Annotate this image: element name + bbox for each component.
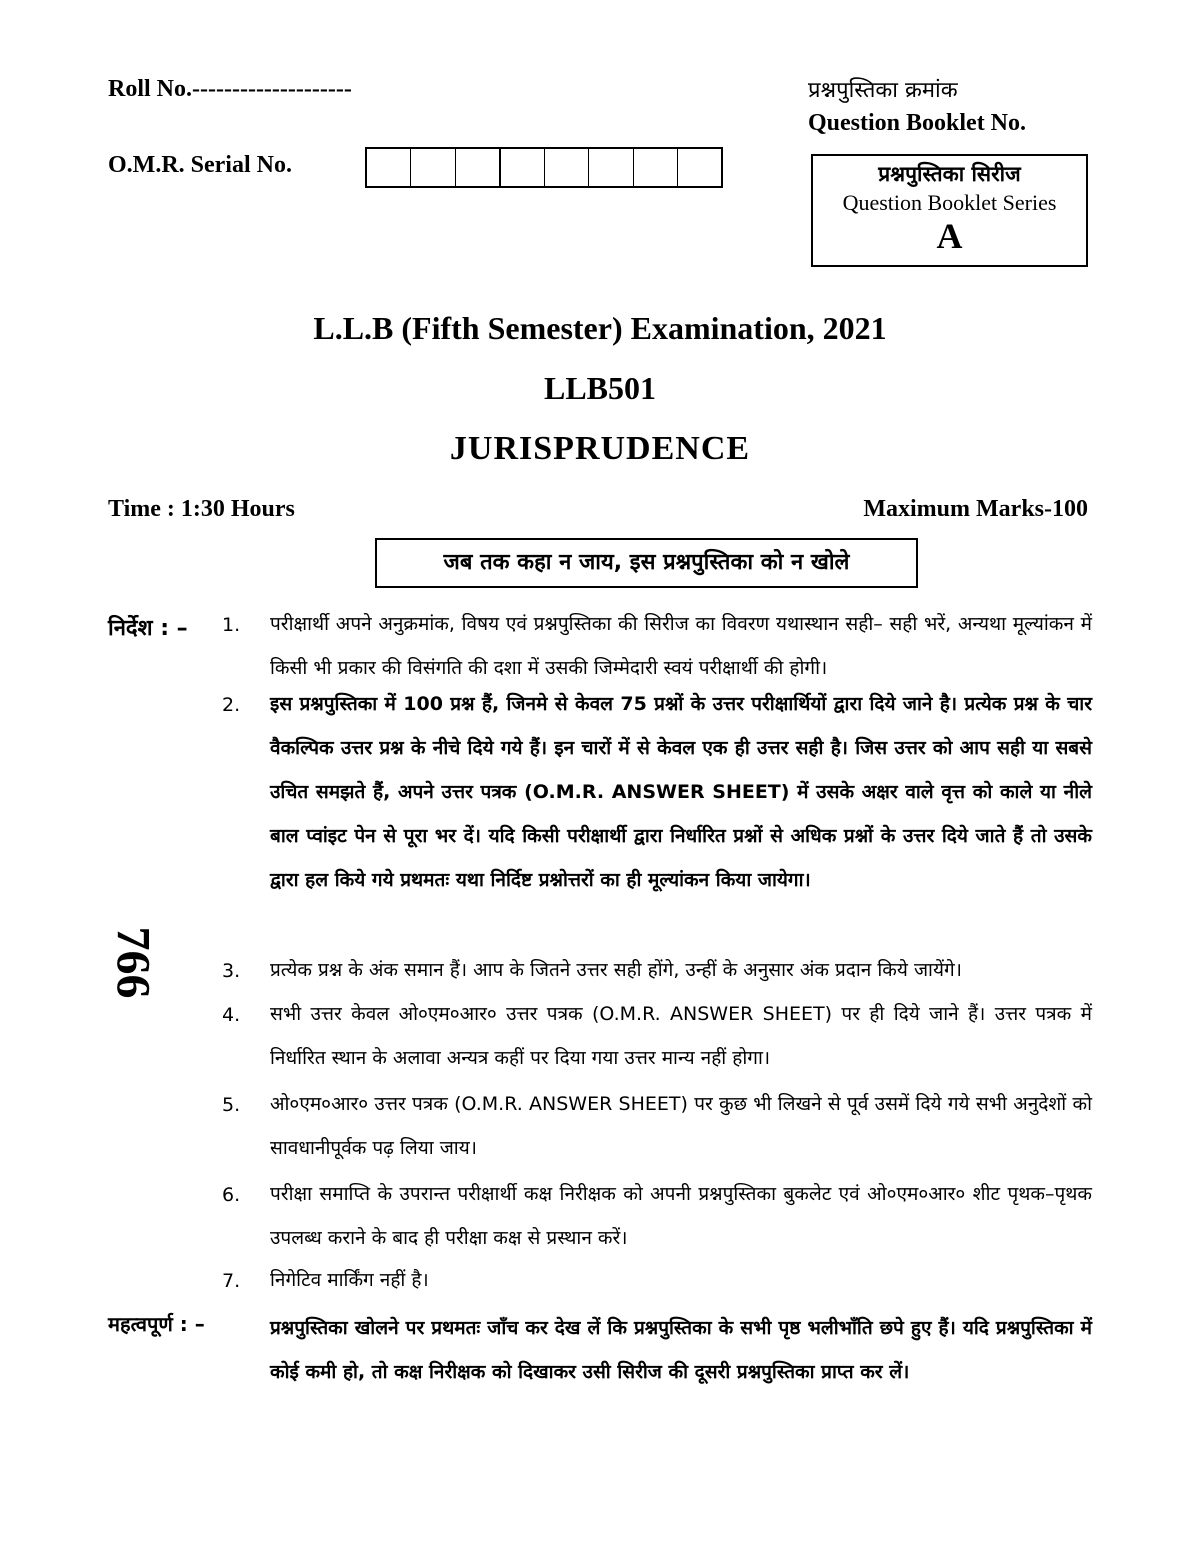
omr-serial-boxes	[365, 147, 723, 188]
omr-serial-box	[367, 149, 411, 186]
series-label: Question Booklet Series	[842, 190, 1057, 215]
paper-code: LLB501	[543, 370, 657, 406]
booklet-number-label: Question Booklet No.	[808, 110, 1027, 136]
series-hindi-label: प्रश्नपुस्तिका सिरीज	[878, 162, 1021, 186]
roll-number-field: Roll No.--------------------	[108, 76, 352, 102]
instruction-text: इस प्रश्नपुस्तिका में 100 प्रश्न हैं, जिनमे से केवल 75 प्रश्नों के उत्तर परीक्षार्थियों द्वारा दिये जाने है। प्रत्येक प्रश्न के चार वैकल्पिक उत्तर प्रश्न के नीचे दिये गये हैं। इन चारों में से केवल एक ही उत्तर सही है। जिस उत्तर को आप सही या सबसे उचित समझते हैं, अपने उत्तर पत्रक (O.M.R. ANSWER SHEET) में उसके अक्षर वाले वृत्त को काले या नीले बाल प्वांइट पेन से पूरा भर दें। यदि किसी परीक्षार्थी द्वारा निर्धारित प्रश्नों से अधिक प्रश्नों के उत्तर दिये जाते हैं तो उसके द्वारा हल किये गये प्रथमतः यथा निर्दिष्ट प्रश्नोत्तरों का ही मूल्यांकन किया जायेगा।	[270, 693, 1092, 891]
omr-serial-box	[456, 149, 501, 186]
omr-serial-label: O.M.R. Serial No.	[108, 152, 292, 178]
instruction-number: 4.	[222, 1004, 241, 1026]
omr-serial-box	[678, 149, 721, 186]
max-marks: Maximum Marks-100	[863, 496, 1088, 522]
important-text: प्रश्नपुस्तिका खोलने पर प्रथमतः जाँच कर देख लें कि प्रश्नपुस्तिका के सभी पृष्ठ भलीभाँति छपे हुए हैं। यदि प्रश्नपुस्तिका में कोई कमी हो, तो कक्ष निरीक्षक को दिखाकर उसी सिरीज की दूसरी प्रश्नपुस्तिका प्राप्त कर लें।	[270, 1317, 1092, 1383]
exam-time: Time : 1:30 Hours	[108, 496, 295, 522]
omr-serial-box	[634, 149, 678, 186]
instruction-number: 6.	[222, 1184, 241, 1206]
instruction-text: प्रत्येक प्रश्न के अंक समान हैं। आप के जितने उत्तर सही होंगे, उन्हीं के अनुसार अंक प्रदान किये जायेंगे।	[270, 959, 962, 981]
important-label: महत्वपूर्ण : –	[108, 1312, 205, 1336]
series-letter: A	[936, 216, 963, 256]
side-code-number: 766	[106, 926, 160, 999]
booklet-series-box	[811, 154, 1088, 267]
instruction-text: परीक्षार्थी अपने अनुक्रमांक, विषय एवं प्रश्नपुस्तिका की सिरीज का विवरण यथास्थान सही– सही भरें, अन्यथा मूल्यांकन में किसी भी प्रकार की विसंगति की दशा में उसकी जिम्मेदारी स्वयं परीक्षार्थी की होगी।	[270, 613, 1092, 679]
instruction-text: परीक्षा समाप्ति के उपरान्त परीक्षार्थी कक्ष निरीक्षक को अपनी प्रश्नपुस्तिका बुकलेट एवं ओ०एम०आर० शीट पृथक–पृथक उपलब्ध कराने के बाद ही परीक्षा कक्ष से प्रस्थान करें।	[270, 1183, 1092, 1249]
instructions-label: निर्देश : –	[108, 616, 188, 641]
instruction-number: 2.	[222, 694, 241, 716]
omr-serial-box	[589, 149, 633, 186]
instruction-number: 3.	[222, 960, 241, 982]
instruction-text: निगेटिव मार्किंग नहीं है।	[270, 1269, 429, 1291]
instruction-number: 1.	[222, 614, 241, 636]
exam-title: L.L.B (Fifth Semester) Examination, 2021	[313, 310, 887, 346]
instruction-text: ओ०एम०आर० उत्तर पत्रक (O.M.R. ANSWER SHEET) पर कुछ भी लिखने से पूर्व उसमें दिये गये सभी अनुदेशों को सावधानीपूर्वक पढ़ लिया जाय।	[270, 1093, 1092, 1159]
instruction-text: सभी उत्तर केवल ओ०एम०आर० उत्तर पत्रक (O.M.R. ANSWER SHEET) पर ही दिये जाने हैं। उत्तर पत्रक में निर्धारित स्थान के अलावा अन्यत्र कहीं पर दिया गया उत्तर मान्य नहीं होगा।	[270, 1003, 1092, 1069]
omr-serial-box	[501, 149, 545, 186]
omr-serial-box	[411, 149, 455, 186]
instruction-number: 7.	[222, 1270, 241, 1292]
instruction-number: 5.	[222, 1094, 241, 1116]
booklet-number-hindi: प्रश्नपुस्तिका क्रमांक	[808, 78, 958, 103]
omr-serial-box	[545, 149, 589, 186]
subject-title: JURISPRUDENCE	[449, 430, 751, 467]
do-not-open-notice: जब तक कहा न जाय, इस प्रश्नपुस्तिका को न खोले	[375, 538, 918, 588]
